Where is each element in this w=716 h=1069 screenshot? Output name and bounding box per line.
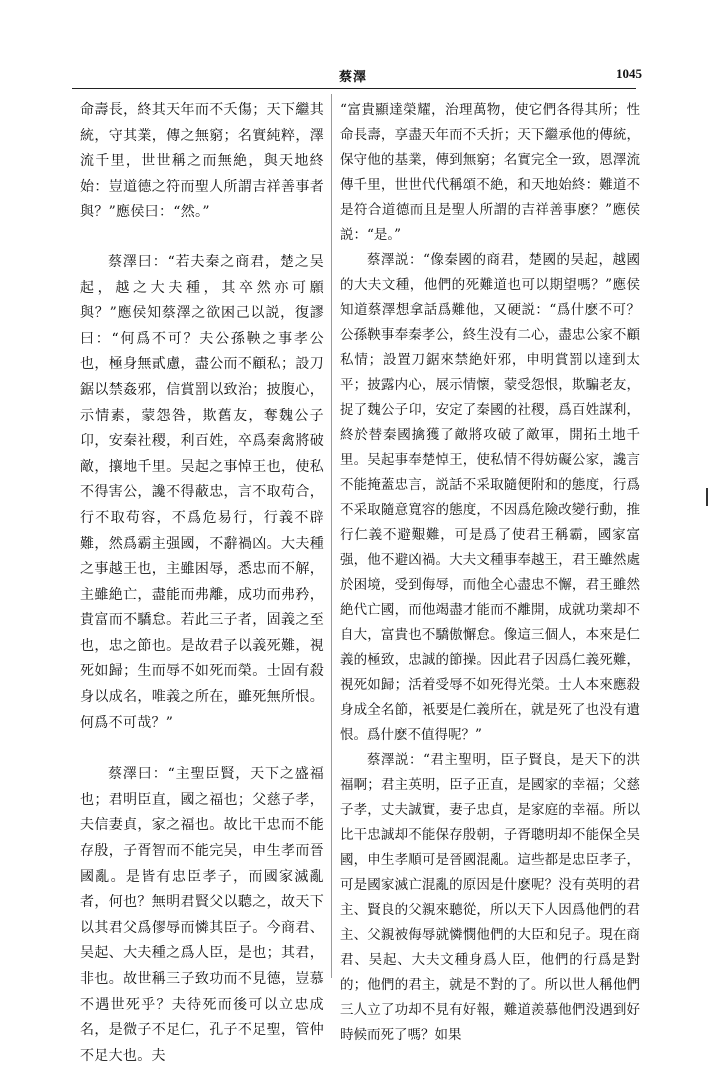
header-rule	[72, 88, 636, 89]
translation-column	[340, 98, 640, 1043]
paragraph-spacer	[80, 736, 324, 762]
translation-paragraph: “富貴顯達榮耀，治理萬物，使它們各得其所；性命長壽，享盡天年而不夭折；天下繼承他的傳統，保守他的基業，傳到無窮；名實完全一致，恩澤流傳千里，世世代代稱頌不絶，和天地始終：難道不是符合道德而且是聖人所謂的吉祥善事麽？”應侯説：“是。”	[340, 102, 640, 243]
classical-paragraph: 命壽長，終其天年而不夭傷；天下繼其統，守其業，傳之無窮；名實純粹，澤流千里，世世稱之而無絶，與天地終始：豈道德之符而聖人所謂吉祥善事者與？”應侯曰：“然。”	[80, 102, 324, 221]
column-divider	[331, 94, 332, 978]
translation-paragraph: 蔡澤説：“像秦國的商君，楚國的吴起，越國的大夫文種，他們的死難道也可以期望嗎？”應侯知道蔡澤想拿話爲難他，又硬説：“爲什麽不可？公孫鞅事奉秦孝公，終生没有二心，盡忠公家不顧私情；設置刀鋸來禁絶奸邪，申明賞罰以達到太平；披露内心，展示情懷，蒙受怨恨，欺騙老友，捉了魏公子卬，安定了秦國的社稷，爲百姓謀利，終於替秦國擒獲了敵將攻破了敵軍，開拓土地千里。吴起事奉楚悼王，使私情不得妨礙公家，讒言不能掩蓋忠言，説話不采取隨便附和的態度，行爲不采取隨意寬容的態度，不因爲危險改變行動，推行仁義不避艱難，可是爲了使君王稱霸，國家富强，他不避凶禍。大夫文種事奉越王，君王雖然處於困境，受到侮辱，而他全心盡忠不懈，君王雖然絶代亡國，而他竭盡才能而不離開，成就功業却不自大，富貴也不驕傲懈怠。像這三個人，本來是仁義的極致，忠誠的節操。因此君子因爲仁義死難，視死如歸；活着受辱不如死得光榮。士人本來應殺身成全名節，衹要是仁義所在，就是死了也没有遺恨。爲什麽不值得呢？”	[340, 252, 640, 743]
paragraph-spacer	[80, 226, 324, 250]
classical-paragraph: 蔡澤曰：“主聖臣賢，天下之盛福也；君明臣直，國之福也；父慈子孝，夫信妻貞，家之福也。故比干忠而不能存殷，子胥智而不能完吴，申生孝而晉國亂。是皆有忠臣孝子，而國家滅亂者，何也？無明君賢父以聽之，故天下以其君父爲僇辱而憐其臣子。今商君、吴起、大夫種之爲人臣，是也；其君，非也。故世稱三子致功而不見德，豈慕不遇世死乎？夫待死而後可以立忠成名，是微子不足仁，孔子不足聖，管仲不足大也。夫	[80, 766, 324, 1064]
translation-paragraph: 蔡澤説：“君主聖明，臣子賢良，是天下的洪福啊；君主英明，臣子正直，是國家的幸福；父慈子孝，丈夫誠實，妻子忠貞，是家庭的幸福。所以比干忠誠却不能保存殷朝，子胥聰明却不能保全吴國，申生孝順可是晉國混亂。這些都是忠臣孝子，可是國家滅亡混亂的原因是什麽呢？没有英明的君主、賢良的父親來聽從，所以天下人因爲他們的君主、父親被侮辱就憐憫他們的大臣和兒子。現在商君、吴起、大夫文種身爲人臣，他們的行爲是對的；他們的君主，就是不對的了。所以世人稱他們三人立了功却不見有好報，難道羨慕他們没遇到好時候而死了嗎？如果	[340, 752, 640, 1043]
page-number: 1045	[616, 66, 642, 81]
running-head-title: 蔡澤	[338, 70, 367, 85]
classical-chinese-column	[80, 98, 324, 1064]
classical-paragraph: 蔡澤曰：“若夫秦之商君，楚之吴起，越之大夫種，其卒然亦可願與？”應侯知蔡澤之欲困己以説，復謬曰：“何爲不可？夫公孫鞅之事孝公也，極身無貳慮，盡公而不顧私；設刀鋸以禁姦邪，信賞罰以致治；披腹心，示情素，蒙怨咎，欺舊友，奪魏公子卬，安秦社稷，利百姓，卒爲秦禽將破敵，攘地千里。吴起之事悼王也，使私不得害公，讒不得蔽忠，言不取苟合，行不取苟容，不爲危易行，行義不辟難，然爲霸主强國，不辭禍凶。大夫種之事越王也，主雖困辱，悉忠而不解，主雖絶亡，盡能而弗離，成功而弗矜，貴富而不驕怠。若此三子者，固義之至也，忠之節也。是故君子以義死難，視死如歸；生而辱不如死而榮。士固有殺身以成名，唯義之所在，雖死無所恨。何爲不可哉？”	[80, 253, 324, 731]
page-header	[72, 66, 642, 88]
scan-edge-mark	[706, 488, 708, 506]
